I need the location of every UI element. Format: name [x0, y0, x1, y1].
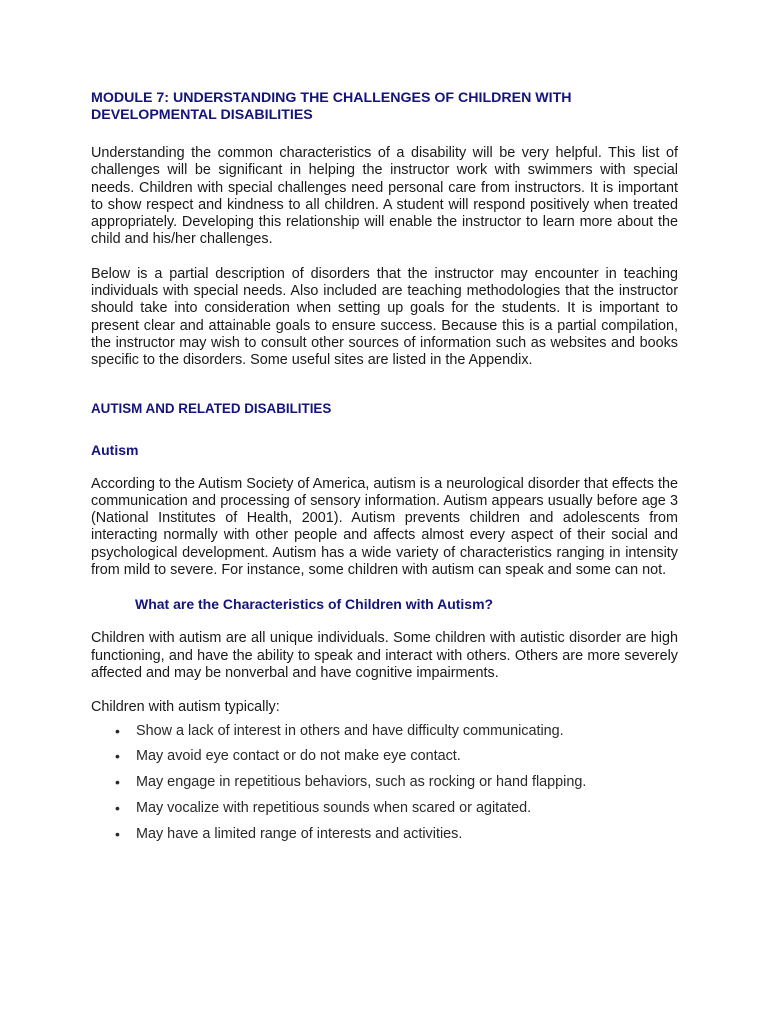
list-item	[91, 748, 678, 765]
autism-paragraph: According to the Autism Society of America, autism is a neurological disorder that effects the communication and processing of sensory information. Autism appears usually before age 3 (National Institutes of Health, 2001). Autism prevents children and adolescents from interacting normally with other people and affects almost every aspect of their social and psychological development. Autism has a wide variety of characteristics ranging in intensity from mild to severe. For instance, some children with autism can speak and some can not.	[91, 475, 678, 579]
bullet-icon: •	[115, 722, 120, 739]
list-intro: Children with autism typically:	[91, 699, 280, 716]
list-item	[91, 723, 678, 740]
section-heading: AUTISM AND RELATED DISABILITIES	[91, 400, 332, 416]
list-item-text: May vocalize with repetitious sounds when scared or agitated.	[136, 800, 532, 817]
module-title: MODULE 7: UNDERSTANDING THE CHALLENGES OF CHILDREN WITH DEVELOPMENTAL DISABILITIES	[91, 90, 572, 123]
list-item	[91, 774, 678, 791]
bullet-icon: •	[115, 748, 120, 765]
intro-paragraph-1: Understanding the common characteristics of a disability will be very helpful. This list of challenges will be significant in helping the instructor work with swimmers with special needs. Children with special challenges need personal care from instructors. It is important to show respect and kindness to all children. A student will respond positively when treated appropriately. Developing this relationship will enable the instructor to learn more about the child and his/her challenges.	[91, 145, 678, 248]
characteristics-question-heading: What are the Characteristics of Children with Autism?	[135, 596, 494, 613]
list-item-text: Show a lack of interest in others and have difficulty communicating.	[136, 722, 564, 739]
bullet-icon: •	[115, 774, 120, 791]
list-item	[91, 800, 678, 817]
autism-subheading: Autism	[91, 441, 139, 458]
list-item-text: May engage in repetitious behaviors, such as rocking or hand flapping.	[136, 774, 587, 791]
characteristics-paragraph: Children with autism are all unique individuals. Some children with autistic disorder are high functioning, and have the ability to speak and interact with others. Others are more severely affected and may be nonverbal and have cognitive impairments.	[91, 630, 678, 681]
intro-paragraph-2: Below is a partial description of disorders that the instructor may encounter in teaching individuals with special needs. Also included are teaching methodologies that the instructor should take into consideration when setting up goals for the students. It is important to present clear and attainable goals to ensure success. Because this is a partial compilation, the instructor may wish to consult other sources of information such as websites and books specific to the disorders. Some useful sites are listed in the Appendix.	[91, 265, 678, 369]
bullet-icon: •	[115, 826, 120, 843]
list-item	[91, 826, 678, 843]
characteristics-list	[91, 723, 678, 844]
list-item-text: May have a limited range of interests and activities.	[136, 826, 463, 843]
bullet-icon: •	[115, 800, 120, 817]
list-item-text: May avoid eye contact or do not make eye contact.	[136, 748, 461, 765]
